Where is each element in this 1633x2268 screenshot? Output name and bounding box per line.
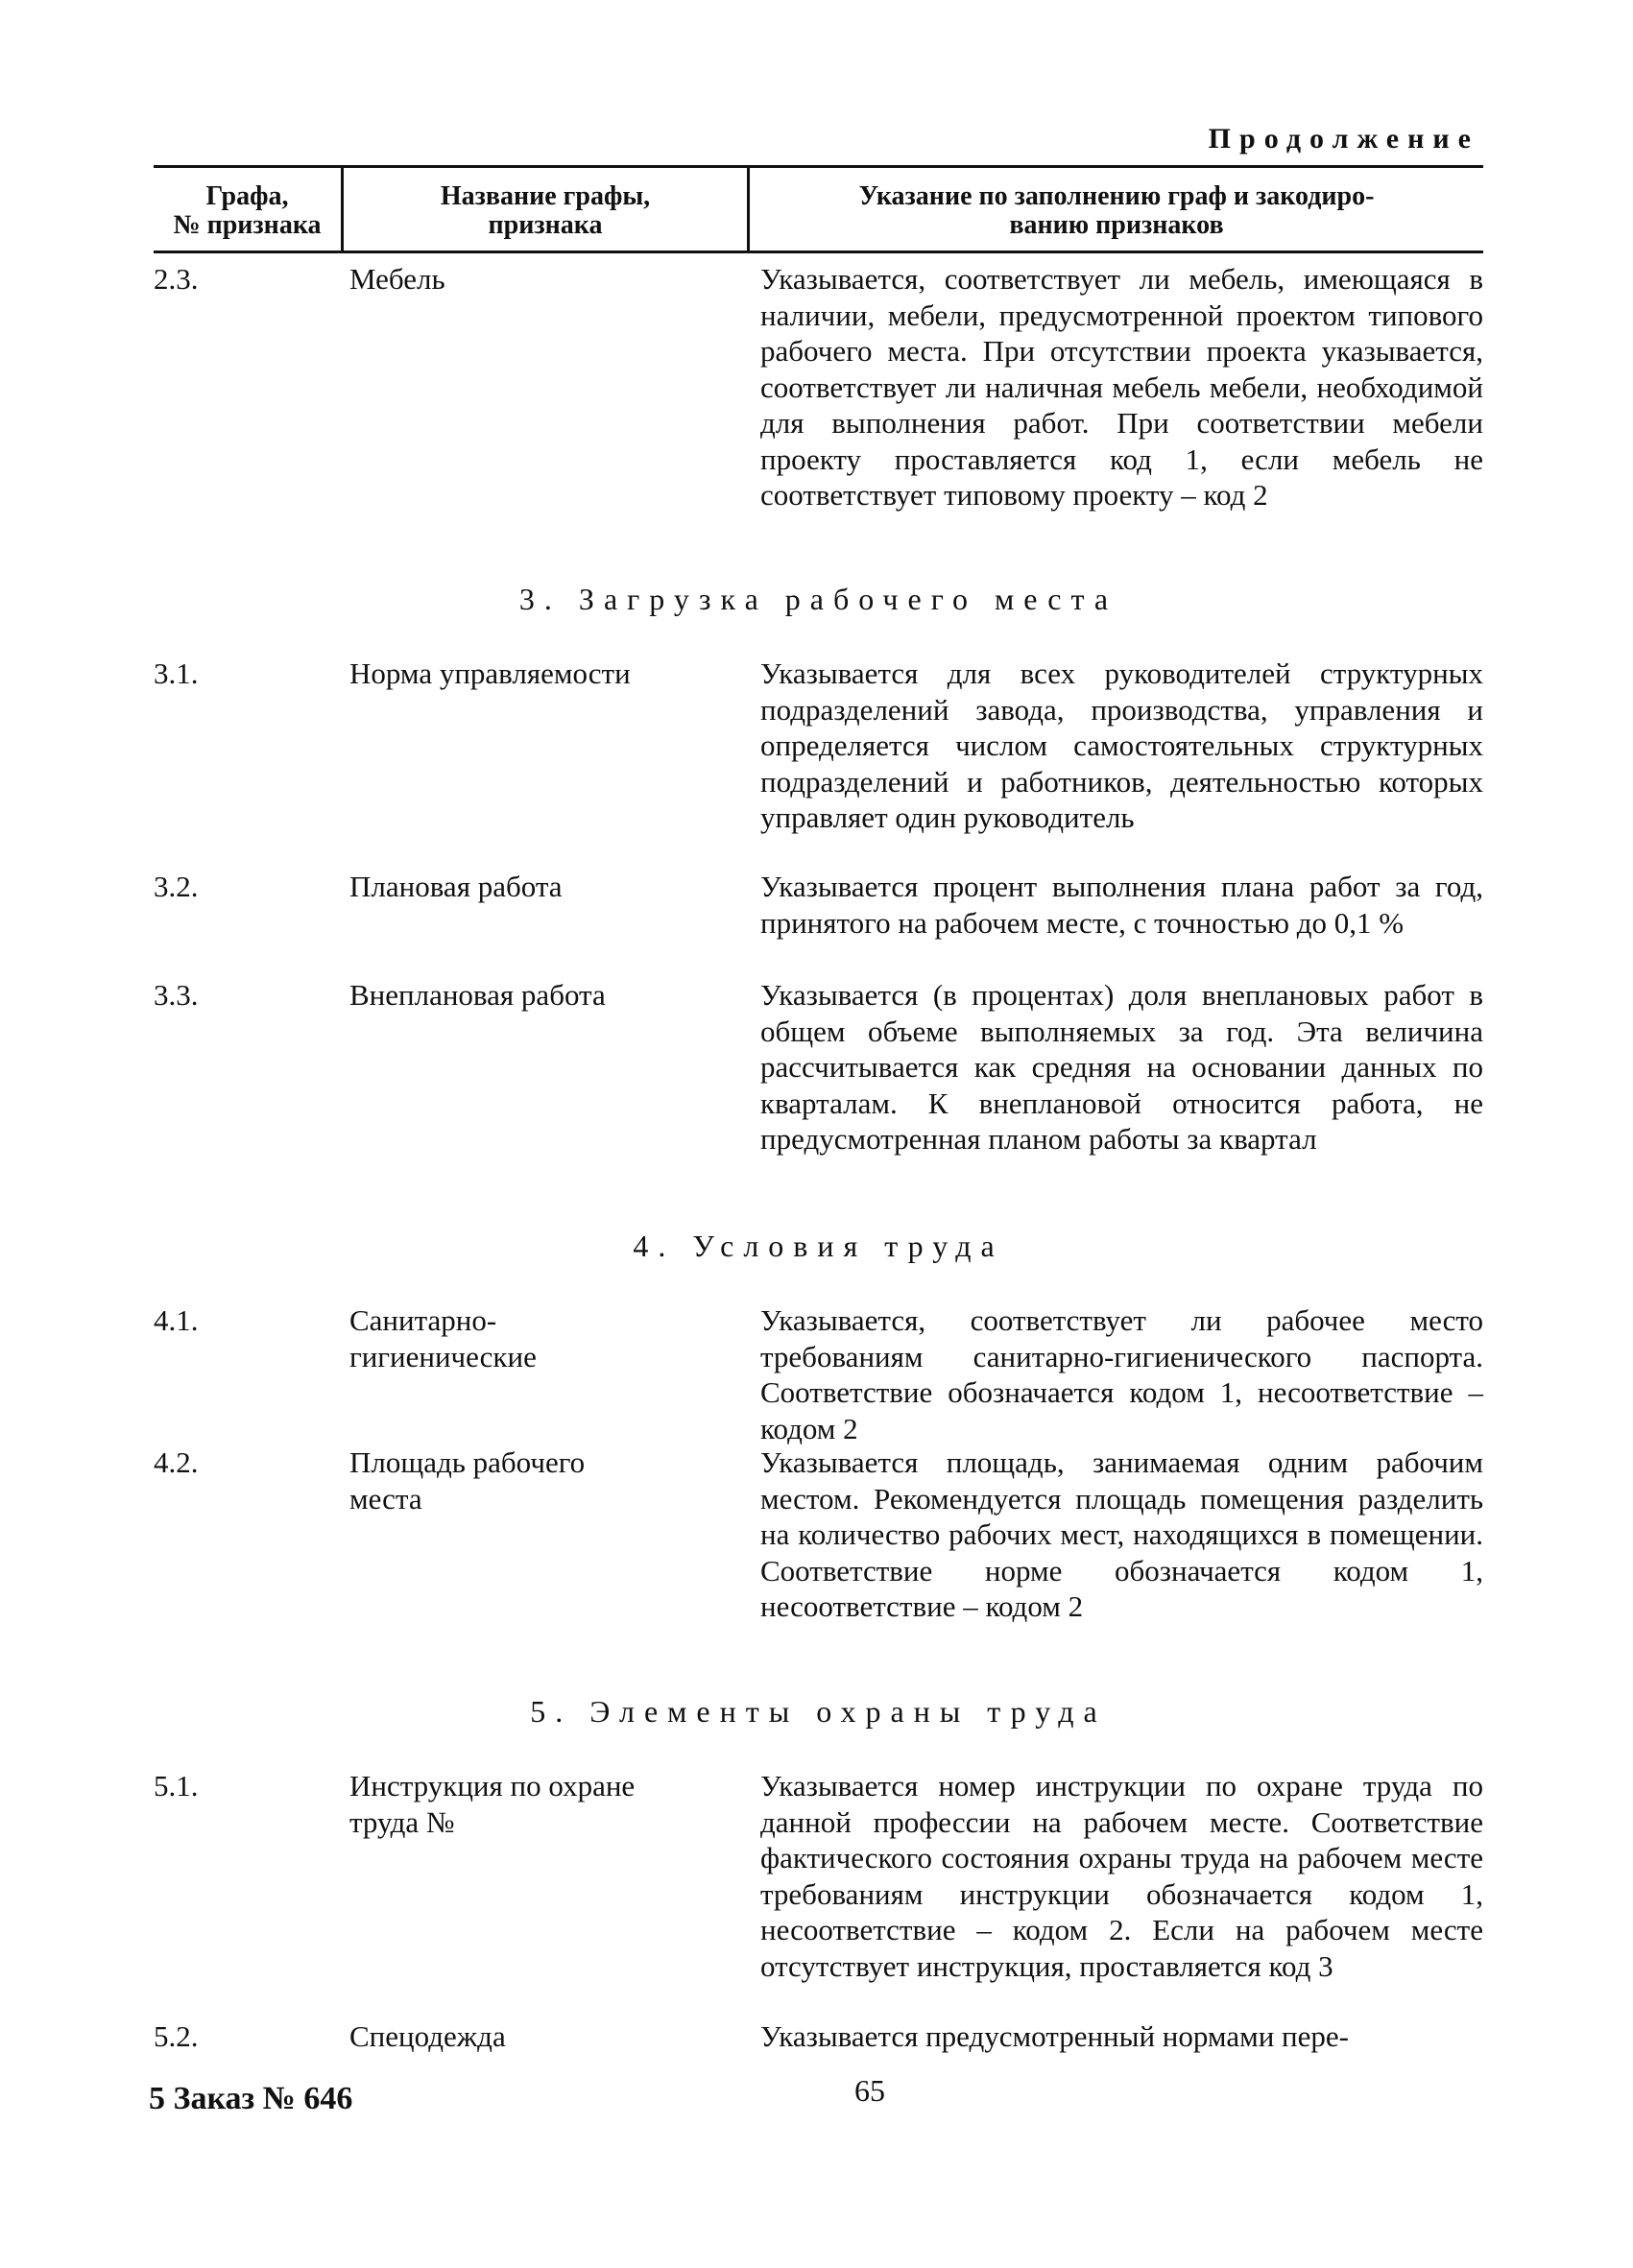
row-4-1-number: 4.1. [154,1303,199,1337]
table-header-rule [154,251,1483,253]
row-3-3-name: Внеплановая работа [349,978,606,1012]
row-5-1-instruction: Указывается номер инструкции по охране труда по данной профессии на рабочем месте. Соответствие фактического состояния охраны труда на рабочем месте требованиям инструкции обозначается кодом 1, несоответствие – кодом 2. Если на рабочем месте отсутствует инструкция, проставляется код 3 [760,1769,1483,1983]
row-4-2-instruction: Указывается площадь, занимаемая одним рабочим местом. Рекомендуется площадь помещения разделить на количество рабочих мест, находящихся в помещении. Соответствие норме обозначается кодом 1, несоответствие – кодом 2 [760,1445,1483,1623]
header-col-number: Графа, № признака [173,181,322,240]
continuation-label: Продолжение [1208,123,1479,155]
header-col-instruction: Указание по заполнению граф и закодиро- ванию признаков [858,181,1375,240]
row-3-3-number: 3.3. [154,978,199,1012]
section-title-3: 3. Загрузка рабочего места [518,582,1118,616]
row-4-1-name: Санитарно- гигиенические [349,1303,537,1373]
header-col-name: Название графы, признака [440,181,651,240]
footer-order-number: 5 Заказ № 646 [149,2081,353,2116]
row-5-2-instruction: Указывается предусмотренный нормами пере- [760,2019,1349,2053]
row-4-2-number: 4.2. [154,1445,199,1479]
row-2-3-number: 2.3. [154,262,199,296]
table-top-rule [154,165,1483,168]
section-title-5: 5. Элементы охраны труда [530,1694,1107,1729]
section-title-4: 4. Условия труда [633,1229,1004,1263]
row-2-3-instruction: Указывается, соответствует ли мебель, имеющаяся в наличии, мебели, предусмотренной проектом типового рабочего места. При отсутствии проекта указывается, соответствует ли наличная мебель мебели, необходимой для выполнения работ. При соответствии мебели проекту проставляется код 1, если мебель не соответствует типовому проекту – код 2 [760,262,1483,512]
row-4-2-name: Площадь рабочего места [349,1445,586,1516]
row-5-1-number: 5.1. [154,1769,199,1802]
row-5-2-number: 5.2. [154,2019,199,2053]
row-2-3-name: Мебель [349,262,445,296]
row-5-2-name: Спецодежда [349,2019,506,2053]
row-3-2-name: Плановая работа [349,870,563,903]
row-3-1-number: 3.1. [154,657,199,690]
row-3-2-instruction: Указывается процент выполнения плана работ за год, принятого на рабочем месте, с точностью до 0,1 % [760,870,1483,940]
row-3-2-number: 3.2. [154,870,199,903]
row-3-1-instruction: Указывается для всех руководителей структурных подразделений завода, производства, управления и определяется числом самостоятельных структурных подразделений и работников, деятельностью которых управляет один руководитель [760,657,1483,834]
row-5-1-name: Инструкция по охране труда № [349,1769,636,1839]
page-number: 65 [854,2073,885,2108]
row-3-3-instruction: Указывается (в процентах) доля внеплановых работ в общем объеме выполняемых за год. Эта величина рассчитывается как средняя на основании данных по кварталам. К внеплановой относится работа, не предусмотренная планом работы за квартал [760,978,1483,1156]
row-3-1-name: Норма управляемости [349,657,631,690]
row-4-1-instruction: Указывается, соответствует ли рабочее место требованиям санитарно-гигиенического паспорта. Соответствие обозначается кодом 1, несоответствие – кодом 2 [760,1303,1483,1445]
